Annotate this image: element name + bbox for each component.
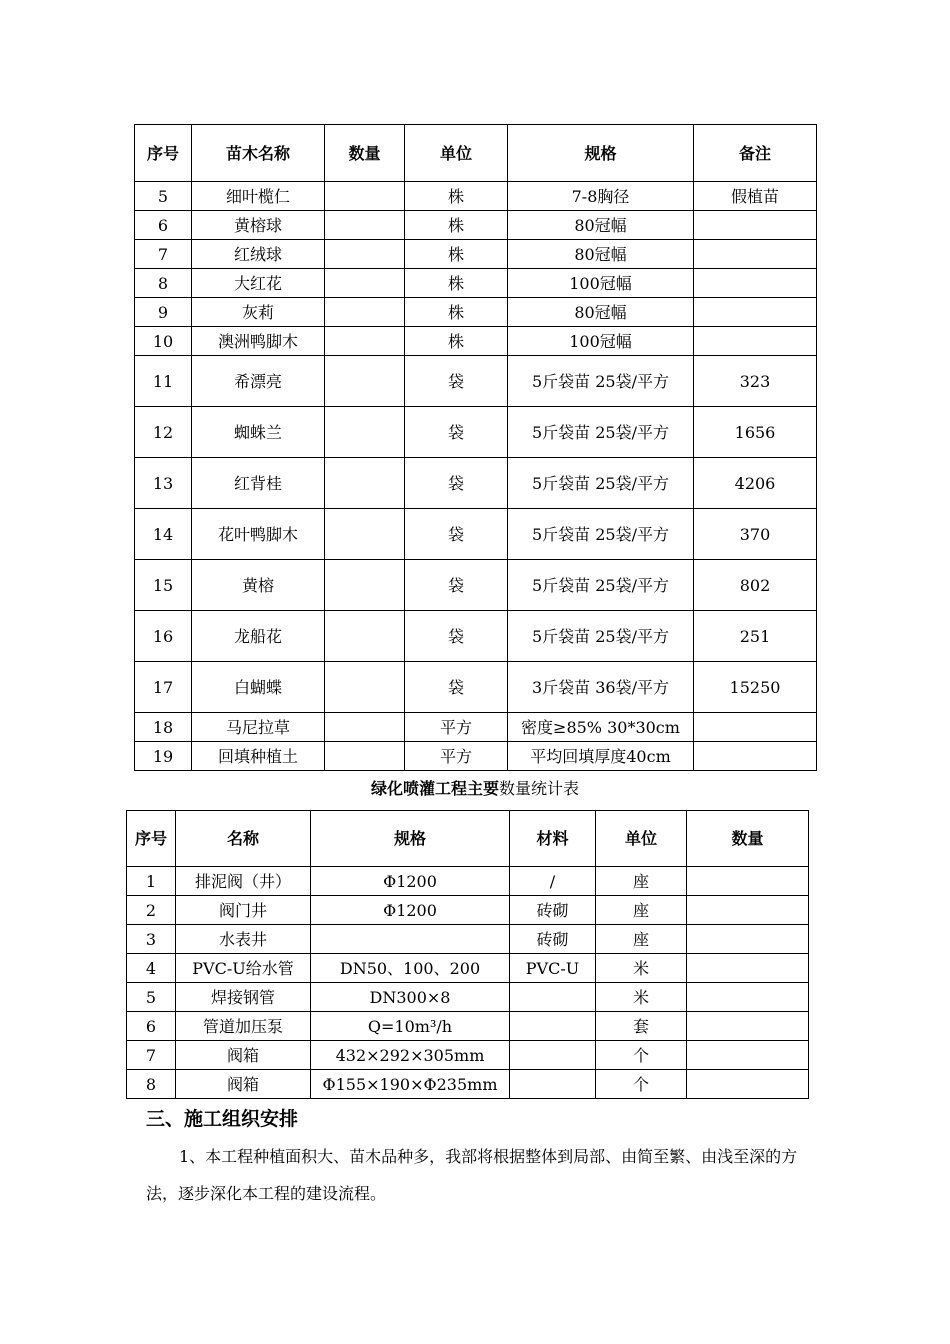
cell-unit: 株 [405,327,508,356]
cell-name: 阀门井 [176,896,311,925]
cell-no: 12 [135,407,192,458]
cell-note [694,713,817,742]
cell-unit: 袋 [405,407,508,458]
cell-unit: 袋 [405,560,508,611]
table-row [135,458,817,509]
cell-spec: 432×292×305mm [311,1041,510,1070]
cell-material [510,1070,596,1099]
cell-qty [325,560,405,611]
cell-unit: 米 [596,983,687,1012]
cell-no: 6 [135,211,192,240]
cell-no: 6 [127,1012,176,1041]
header-name: 名称 [176,811,311,867]
cell-unit: 座 [596,896,687,925]
cell-qty [325,182,405,211]
table-row [135,240,817,269]
cell-qty [325,458,405,509]
header-spec: 规格 [508,125,694,182]
cell-qty [687,925,809,954]
cell-note: 4206 [694,458,817,509]
table-row [135,713,817,742]
cell-note [694,298,817,327]
cell-qty [325,211,405,240]
cell-note: 323 [694,356,817,407]
cell-no: 7 [127,1041,176,1070]
cell-qty [325,327,405,356]
cell-spec: Φ155×190×Φ235mm [311,1070,510,1099]
cell-no: 13 [135,458,192,509]
cell-name: 蜘蛛兰 [192,407,325,458]
cell-note: 802 [694,560,817,611]
table-row [127,983,809,1012]
cell-material [510,1041,596,1070]
cell-unit: 个 [596,1041,687,1070]
table-row [135,182,817,211]
cell-unit: 株 [405,211,508,240]
section-title: 三、施工组织安排 [146,1108,299,1130]
header-qty: 数量 [325,125,405,182]
cell-no: 5 [135,182,192,211]
cell-name: 黄榕 [192,560,325,611]
cell-unit: 袋 [405,356,508,407]
table-row [127,1041,809,1070]
header-unit: 单位 [596,811,687,867]
cell-material [510,1012,596,1041]
cell-name: 回填种植土 [192,742,325,771]
cell-name: 黄榕球 [192,211,325,240]
body-paragraph: 1、本工程种植面积大、苗木品种多，我部将根据整体到局部、由简至繁、由浅至深的方法，逐步深化本工程的建设流程。 [146,1147,798,1203]
cell-unit: 套 [596,1012,687,1041]
table-row [127,925,809,954]
cell-name: 细叶榄仁 [192,182,325,211]
cell-qty [687,896,809,925]
cell-spec: 5斤袋苗 25袋/平方 [508,560,694,611]
cell-qty [687,1070,809,1099]
cell-no: 9 [135,298,192,327]
cell-spec [311,925,510,954]
cell-name: 白蝴蝶 [192,662,325,713]
cell-name: 管道加压泵 [176,1012,311,1041]
table-row [135,269,817,298]
cell-note: 1656 [694,407,817,458]
cell-unit: 米 [596,954,687,983]
cell-name: 灰莉 [192,298,325,327]
cell-no: 2 [127,896,176,925]
cell-unit: 株 [405,182,508,211]
cell-name: 红绒球 [192,240,325,269]
cell-qty [325,509,405,560]
table-row [127,954,809,983]
cell-spec: 平均回填厚度40cm [508,742,694,771]
cell-note: 假植苗 [694,182,817,211]
cell-name: 阀箱 [176,1070,311,1099]
header-unit: 单位 [405,125,508,182]
cell-name: 澳洲鸭脚木 [192,327,325,356]
cell-name: PVC-U给水管 [176,954,311,983]
cell-material: 砖砌 [510,896,596,925]
table-row [127,1070,809,1099]
cell-qty [687,867,809,896]
cell-unit: 座 [596,867,687,896]
table-row [135,356,817,407]
cell-spec: Q=10m³/h [311,1012,510,1041]
cell-material: 砖砌 [510,925,596,954]
cell-unit: 袋 [405,509,508,560]
cell-no: 5 [127,983,176,1012]
cell-note [694,240,817,269]
cell-name: 龙船花 [192,611,325,662]
caption-bold: 绿化喷灌工程主要 [370,779,499,798]
cell-qty [687,954,809,983]
cell-spec: 3斤袋苗 36袋/平方 [508,662,694,713]
irrigation-table [126,810,809,1099]
cell-spec: 100冠幅 [508,327,694,356]
header-no: 序号 [127,811,176,867]
cell-qty [687,983,809,1012]
cell-name: 马尼拉草 [192,713,325,742]
cell-unit: 个 [596,1070,687,1099]
cell-no: 8 [135,269,192,298]
table-row [135,407,817,458]
cell-no: 11 [135,356,192,407]
cell-no: 18 [135,713,192,742]
table-row [135,211,817,240]
cell-unit: 平方 [405,742,508,771]
header-material: 材料 [510,811,596,867]
cell-unit: 平方 [405,713,508,742]
table-row [135,298,817,327]
cell-spec: DN50、100、200 [311,954,510,983]
header-note: 备注 [694,125,817,182]
cell-spec: DN300×8 [311,983,510,1012]
cell-name: 阀箱 [176,1041,311,1070]
cell-spec: 5斤袋苗 25袋/平方 [508,407,694,458]
cell-spec: 80冠幅 [508,298,694,327]
cell-no: 16 [135,611,192,662]
cell-name: 花叶鸭脚木 [192,509,325,560]
cell-note [694,269,817,298]
header-name: 苗木名称 [192,125,325,182]
cell-note: 370 [694,509,817,560]
cell-qty [687,1012,809,1041]
cell-spec: 5斤袋苗 25袋/平方 [508,611,694,662]
cell-spec: Φ1200 [311,896,510,925]
header-qty: 数量 [687,811,809,867]
cell-name: 水表井 [176,925,311,954]
cell-spec: 7-8胸径 [508,182,694,211]
cell-no: 10 [135,327,192,356]
cell-spec: 80冠幅 [508,211,694,240]
table-row [127,896,809,925]
table-row [127,867,809,896]
cell-no: 7 [135,240,192,269]
cell-spec: 100冠幅 [508,269,694,298]
cell-spec: 5斤袋苗 25袋/平方 [508,458,694,509]
header-no: 序号 [135,125,192,182]
table-header-row [135,125,817,182]
cell-note [694,742,817,771]
cell-note [694,327,817,356]
cell-name: 焊接钢管 [176,983,311,1012]
cell-no: 19 [135,742,192,771]
cell-unit: 株 [405,298,508,327]
table-caption [0,776,950,799]
cell-spec: 5斤袋苗 25袋/平方 [508,509,694,560]
table-row [135,611,817,662]
cell-no: 4 [127,954,176,983]
cell-unit: 座 [596,925,687,954]
cell-unit: 袋 [405,662,508,713]
cell-no: 3 [127,925,176,954]
cell-qty [325,662,405,713]
cell-material: / [510,867,596,896]
cell-material: PVC-U [510,954,596,983]
cell-qty [325,713,405,742]
table-row [135,560,817,611]
cell-qty [325,407,405,458]
cell-qty [325,742,405,771]
cell-name: 排泥阀（井） [176,867,311,896]
seedling-table [134,124,817,771]
cell-note [694,211,817,240]
cell-note: 15250 [694,662,817,713]
cell-no: 1 [127,867,176,896]
cell-qty [687,1041,809,1070]
cell-spec: 5斤袋苗 25袋/平方 [508,356,694,407]
table-header-row [127,811,809,867]
cell-name: 大红花 [192,269,325,298]
cell-qty [325,298,405,327]
cell-unit: 袋 [405,611,508,662]
cell-spec: Φ1200 [311,867,510,896]
table-row [135,662,817,713]
cell-name: 希漂亮 [192,356,325,407]
cell-no: 15 [135,560,192,611]
table-row [135,327,817,356]
cell-qty [325,240,405,269]
cell-qty [325,269,405,298]
cell-spec: 密度≥85% 30*30cm [508,713,694,742]
table-row [135,509,817,560]
cell-qty [325,356,405,407]
cell-qty [325,611,405,662]
table-row [135,742,817,771]
cell-name: 红背桂 [192,458,325,509]
cell-spec: 80冠幅 [508,240,694,269]
cell-unit: 株 [405,240,508,269]
cell-material [510,983,596,1012]
cell-unit: 袋 [405,458,508,509]
cell-unit: 株 [405,269,508,298]
cell-no: 14 [135,509,192,560]
header-spec: 规格 [311,811,510,867]
caption-normal: 数量统计表 [499,779,580,798]
cell-no: 8 [127,1070,176,1099]
cell-note: 251 [694,611,817,662]
table-row [127,1012,809,1041]
cell-no: 17 [135,662,192,713]
